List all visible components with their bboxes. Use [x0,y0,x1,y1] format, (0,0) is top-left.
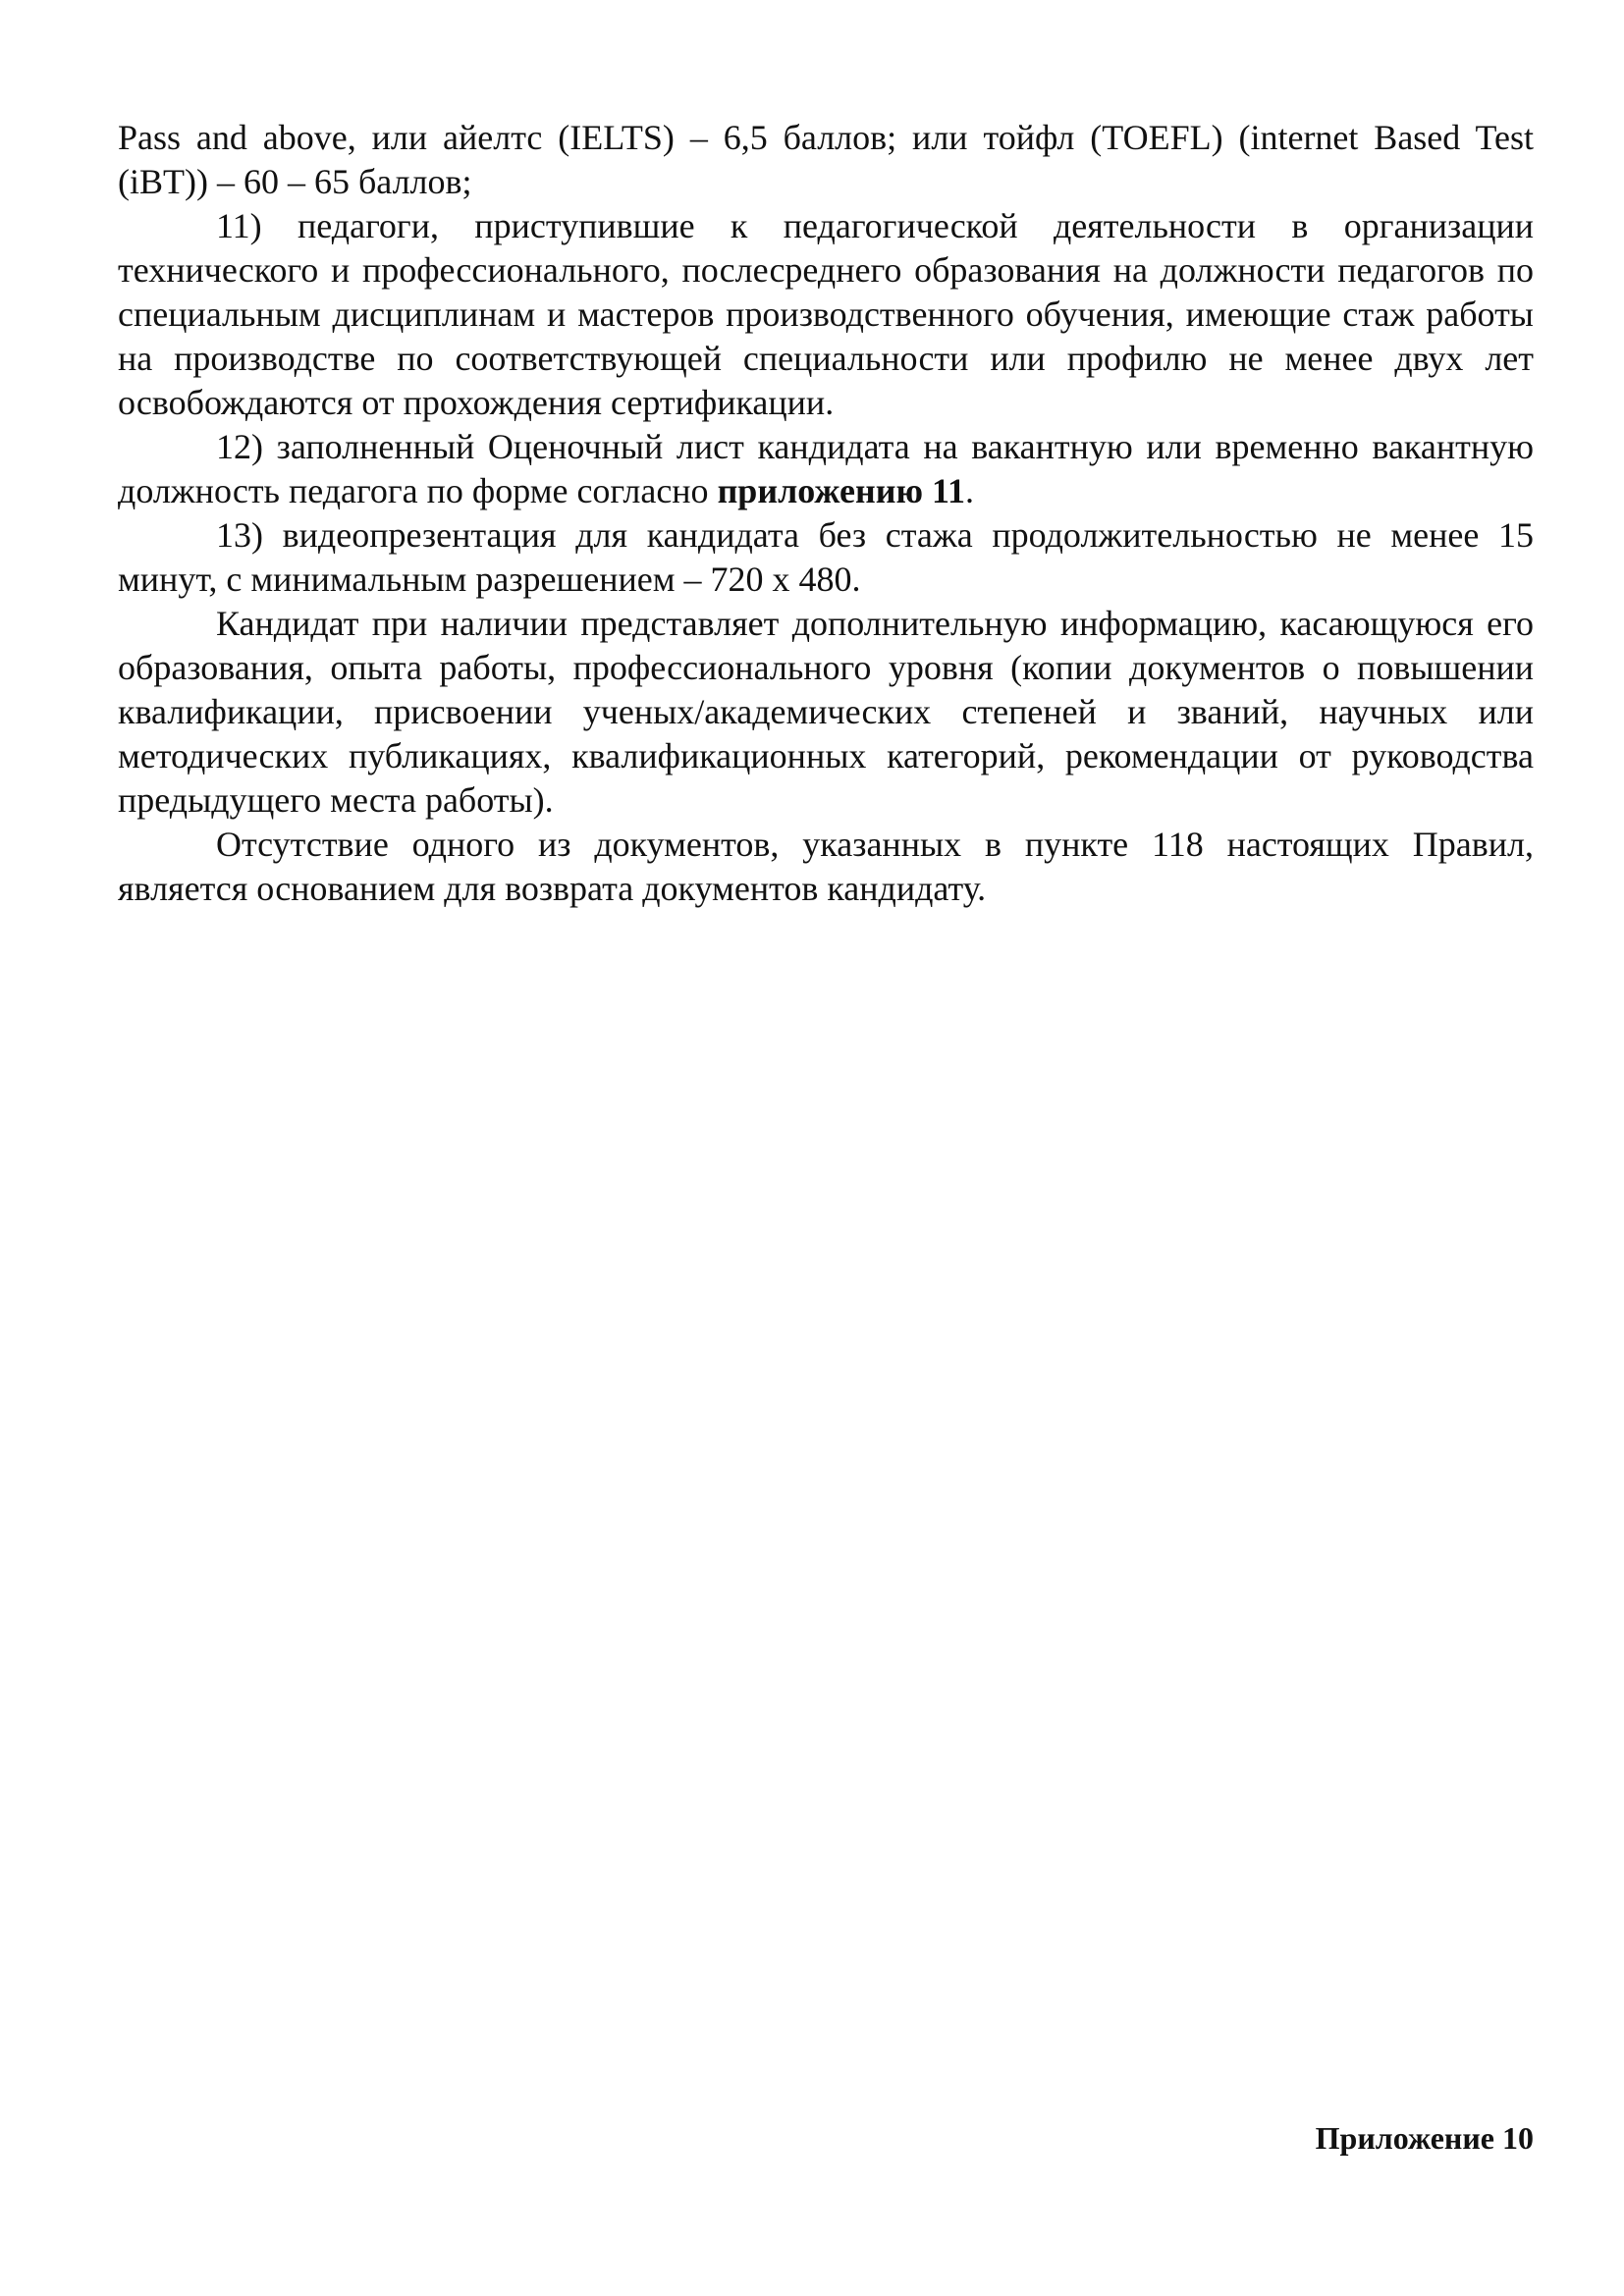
list-item-12-text: 12) заполненный Оценочный лист кандидата на вакантную или временно вакантную должность педагога по форме согласно [118,427,1534,510]
document-body [118,116,1534,911]
appendix-label: Приложение 10 [1315,2120,1534,2156]
appendix-reference: приложению 11 [717,471,965,510]
list-item-12-end: . [964,471,974,510]
list-item-11: 11) педагоги, приступившие к педагогической деятельности в организации технического и профессионального, послесреднего образования на должности педагогов по специальным дисциплинам и мастеров производственного обучения, имеющие стаж работы на производстве по соответствующей специальности или профилю не менее двух лет освобождаются от прохождения сертификации. [118,206,1534,422]
list-item-12 [118,425,1534,513]
additional-info-paragraph: Кандидат при наличии представляет дополнительную информацию, касающуюся его образования, опыта работы, профессионального уровня (копии документов о повышении квалификации, присвоении ученых/академических степеней и званий, научных или методических публикациях, квалификационных категорий, рекомендации от руководства предыдущего места работы). [118,604,1534,820]
continuation-paragraph: Pass and above, или айелтс (IELTS) – 6,5 баллов; или тойфл (TOEFL) (internet Based Test (iBT)) – 60 – 65 баллов; [118,118,1534,201]
list-item-13: 13) видеопрезентация для кандидата без стажа продолжительностью не менее 15 минут, с минимальным разрешением – 720 х 480. [118,515,1534,599]
absence-paragraph: Отсутствие одного из документов, указанных в пункте 118 настоящих Правил, является основанием для возврата документов кандидату. [118,825,1534,908]
